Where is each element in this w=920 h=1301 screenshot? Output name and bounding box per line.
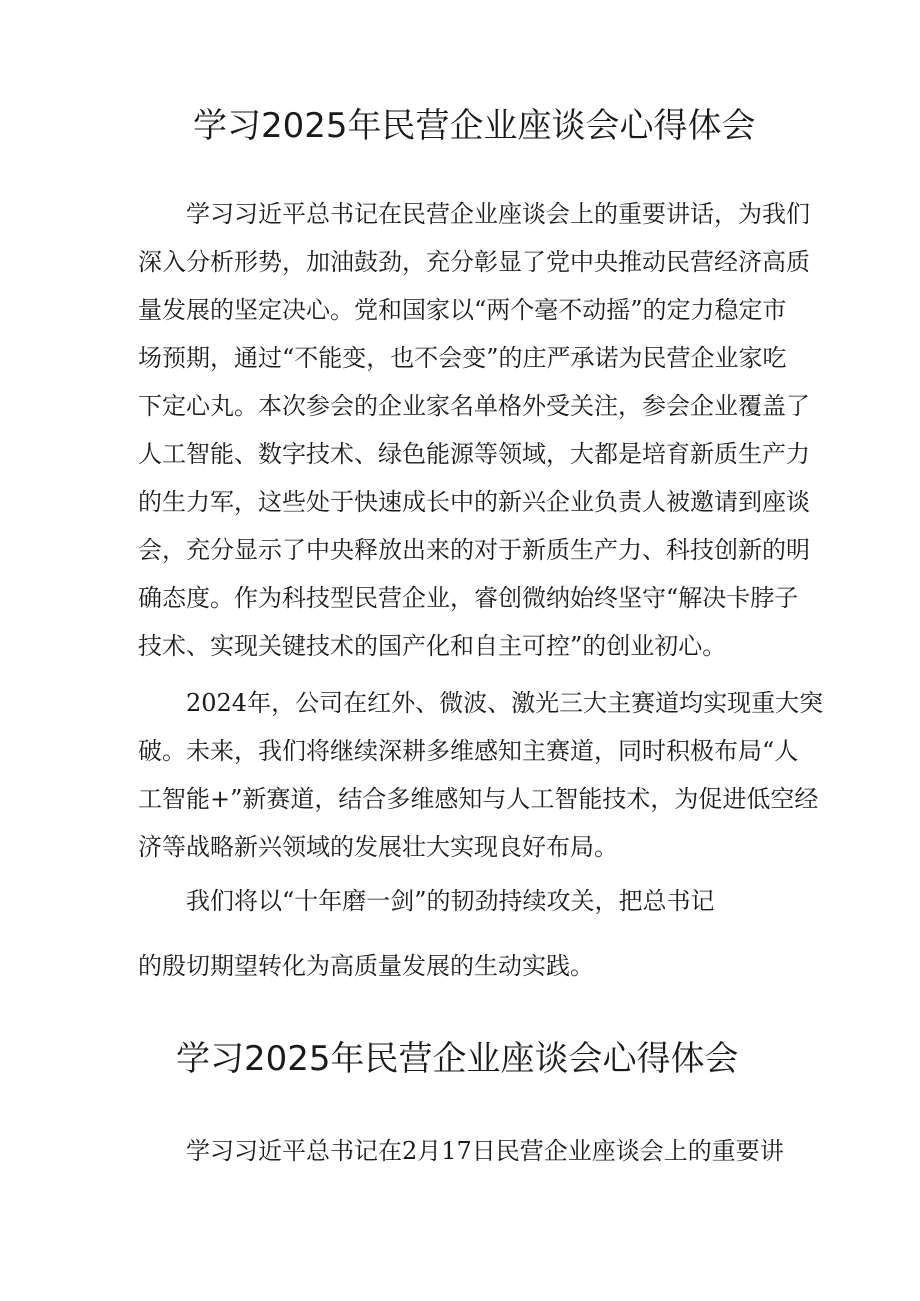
paragraph-line: 场预期，通过“不能变，也不会变”的庄严承诺为民营企业家吃 [138, 344, 787, 372]
paragraph-line: 济等战略新兴领域的发展壮大实现良好布局。 [138, 833, 618, 861]
paragraph-line: 会，充分显示了中央释放出来的对于新质生产力、科技创新的明 [138, 536, 810, 564]
paragraph-3 [138, 877, 715, 990]
paragraph-line: 学习习近平总书记在2月17日民营企业座谈会上的重要讲 [186, 1137, 784, 1165]
paragraph-line: 的生力军，这些处于快速成长中的新兴企业负责人被邀请到座谈 [138, 488, 810, 516]
paragraph-line: 人工智能、数字技术、绿色能源等领域，大都是培育新质生产力 [138, 440, 810, 468]
paragraph-line: 深入分析形势，加油鼓劲，充分彰显了党中央推动民营经济高质 [138, 248, 810, 276]
document-title: 学习2025年民营企业座谈会心得体会 [193, 106, 756, 146]
paragraph-4 [186, 1131, 784, 1171]
paragraph-line: 2024年，公司在红外、微波、激光三大主赛道均实现重大突 [186, 689, 824, 717]
line-gap [138, 925, 715, 942]
paragraph-line: 确态度。作为科技型民营企业，睿创微纳始终坚守“解决卡脖子 [138, 584, 799, 612]
paragraph-line: 我们将以“十年磨一剑”的韧劲持续攻关，把总书记 [186, 887, 715, 915]
paragraph-line: 下定心丸。本次参会的企业家名单格外受关注，参会企业覆盖了 [138, 392, 810, 420]
paragraph-line: 的殷切期望转化为高质量发展的生动实践。 [138, 952, 594, 980]
document-title-repeat: 学习2025年民营企业座谈会心得体会 [176, 1039, 739, 1079]
paragraph-line: 学习习近平总书记在民营企业座谈会上的重要讲话，为我们 [186, 200, 810, 228]
paragraph-line: 技术、实现关键技术的国产化和自主可控”的创业初心。 [138, 632, 727, 660]
paragraph-line: 工智能+”新赛道，结合多维感知与人工智能技术，为促进低空经 [138, 785, 819, 813]
paragraph-line: 破。未来，我们将继续深耕多维感知主赛道，同时积极布局“人 [138, 737, 799, 765]
paragraph-1 [138, 190, 810, 670]
paragraph-line: 量发展的坚定决心。党和国家以“两个毫不动摇”的定力稳定市 [138, 296, 787, 324]
paragraph-2 [138, 679, 823, 871]
